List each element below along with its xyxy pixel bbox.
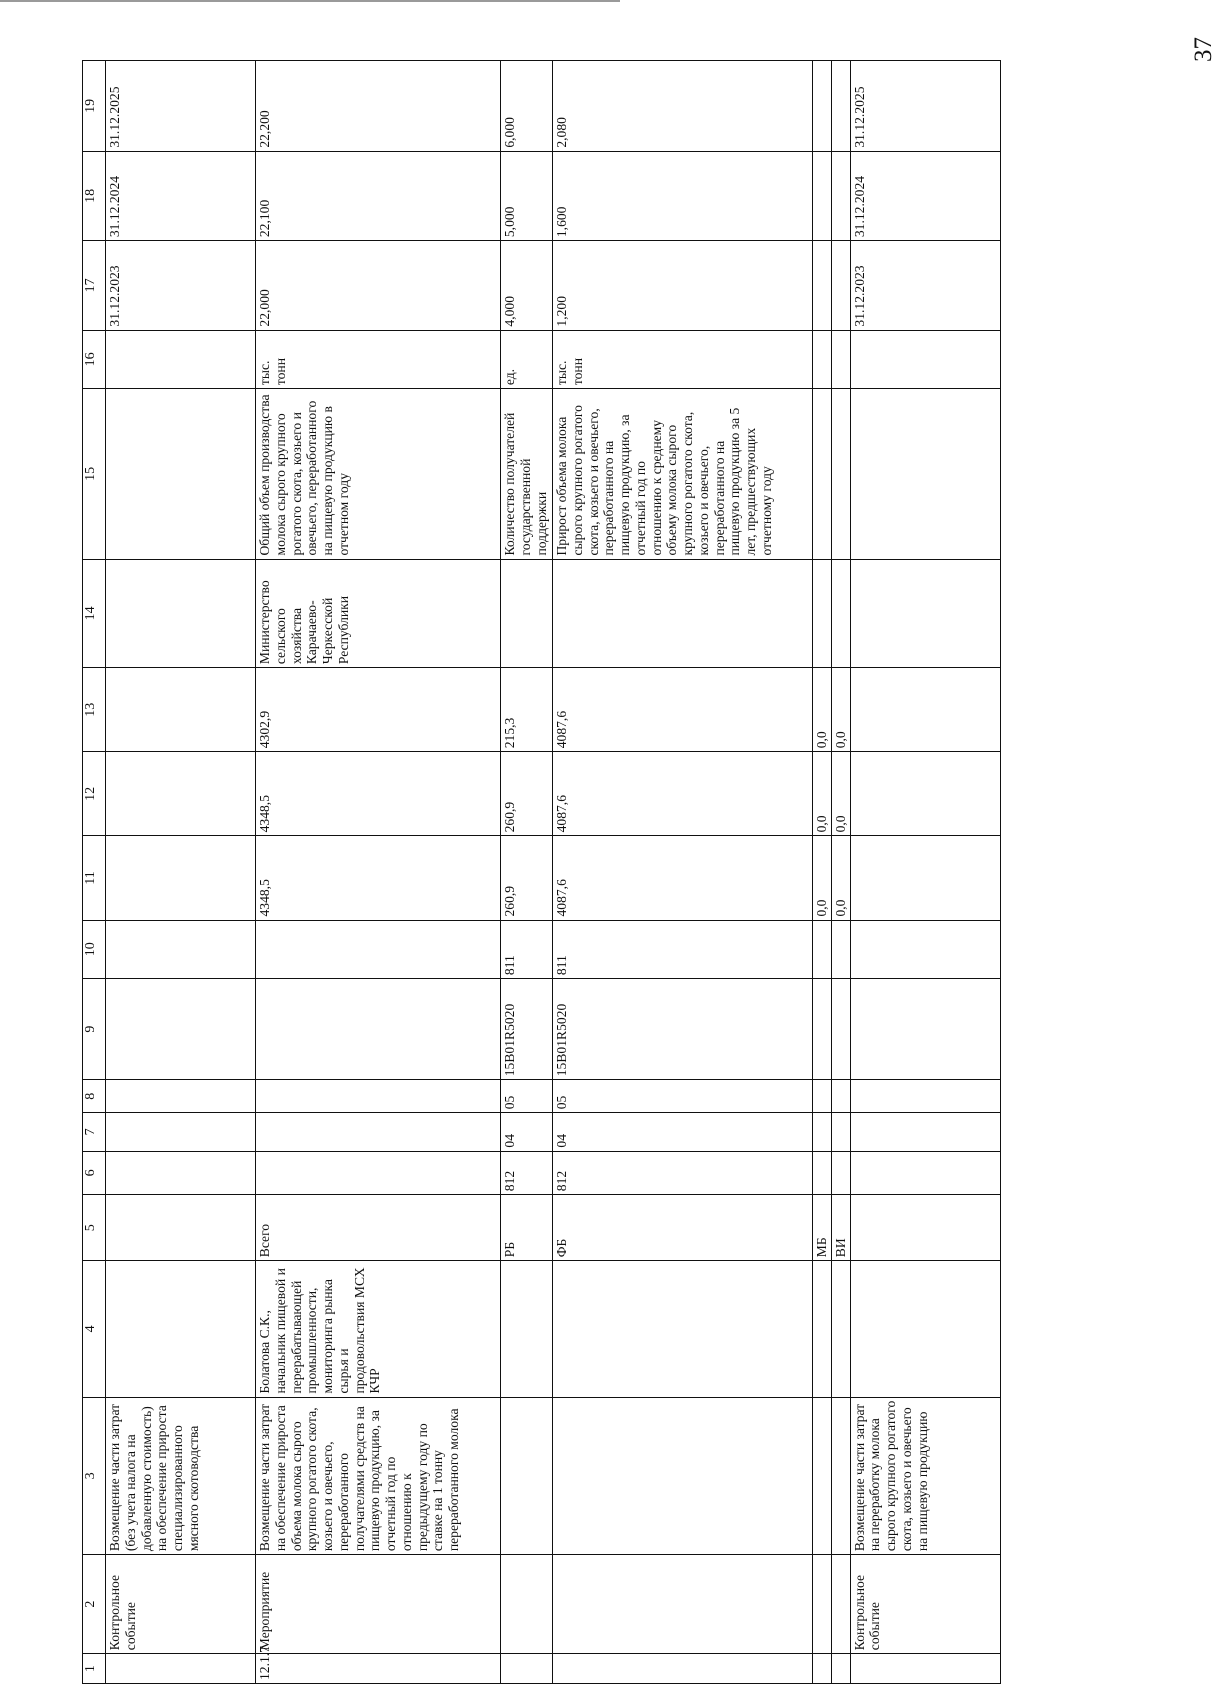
table-cell: [831, 1080, 850, 1113]
table-cell: 260,9: [501, 836, 553, 920]
table-row: [831, 61, 850, 1684]
table-cell: ВИ: [831, 1195, 850, 1261]
table-cell: 0,0: [831, 836, 850, 920]
column-header: 14: [83, 559, 106, 668]
column-header: 7: [83, 1113, 106, 1151]
scan-top-edge: [0, 0, 620, 2]
table-cell: 31.12.2025: [106, 61, 256, 152]
column-header: 6: [83, 1151, 106, 1195]
table-cell: [106, 389, 256, 559]
table-cell: 2,080: [553, 61, 813, 152]
table-cell: [813, 151, 832, 240]
table-cell: [106, 1113, 256, 1151]
table-cell: [553, 559, 813, 668]
table-cell: Контрольное событие: [850, 1555, 1000, 1654]
table-cell: Возмещение части затрат (без учета налога на добавленную стоимость) на обеспечение прироста специализированного мясного скотоводства: [106, 1397, 256, 1555]
table-cell: 4087,6: [553, 752, 813, 836]
table-cell: [553, 1261, 813, 1397]
table-cell: [813, 1151, 832, 1195]
table-row: [256, 61, 501, 1684]
table-cell: [850, 920, 1000, 979]
table-cell: Контрольное событие: [106, 1555, 256, 1654]
table-cell: [831, 151, 850, 240]
table-cell: [831, 1397, 850, 1555]
table-cell: [256, 1113, 501, 1151]
table-cell: 0,0: [831, 668, 850, 752]
table-cell: 4,000: [501, 241, 553, 330]
table-cell: [106, 1261, 256, 1397]
table-cell: 12.1.7: [256, 1654, 501, 1684]
column-header: 12: [83, 752, 106, 836]
column-header: 3: [83, 1397, 106, 1555]
column-header: 4: [83, 1261, 106, 1397]
table-cell: 15B01R5020: [501, 979, 553, 1080]
table-cell: [813, 1080, 832, 1113]
header-row: [83, 61, 106, 1684]
table-cell: [106, 1654, 256, 1684]
table-cell: 4348,5: [256, 836, 501, 920]
table-cell: [813, 1555, 832, 1654]
table-cell: [850, 1261, 1000, 1397]
column-header: 5: [83, 1195, 106, 1261]
table-cell: 0,0: [813, 752, 832, 836]
column-header: 15: [83, 389, 106, 559]
table-cell: [256, 979, 501, 1080]
table-cell: МБ: [813, 1195, 832, 1261]
table-cell: 0,0: [813, 668, 832, 752]
table-cell: 22,200: [256, 61, 501, 152]
table-cell: 812: [553, 1151, 813, 1195]
table-cell: [106, 979, 256, 1080]
table-cell: [106, 1151, 256, 1195]
table-cell: тыс. тонн: [256, 330, 501, 389]
table-cell: РБ: [501, 1195, 553, 1261]
table-cell: 04: [553, 1113, 813, 1151]
program-activities-table: [82, 60, 1001, 1684]
table-cell: [850, 1080, 1000, 1113]
table-cell: 1,600: [553, 151, 813, 240]
table-cell: 1,200: [553, 241, 813, 330]
rotated-table-container: [82, 60, 1172, 1684]
table-cell: [831, 389, 850, 559]
table-cell: [106, 330, 256, 389]
table-cell: [831, 61, 850, 152]
table-row: [850, 61, 1000, 1684]
table-cell: 04: [501, 1113, 553, 1151]
table-cell: [850, 330, 1000, 389]
table-body: [106, 61, 1001, 1684]
table-cell: 31.12.2024: [850, 151, 1000, 240]
table-cell: 0,0: [831, 752, 850, 836]
table-cell: [501, 1397, 553, 1555]
table-cell: [106, 752, 256, 836]
column-header: 17: [83, 241, 106, 330]
table-cell: [813, 61, 832, 152]
table-row: [553, 61, 813, 1684]
table-cell: [553, 1654, 813, 1684]
table-cell: Мероприятие: [256, 1555, 501, 1654]
table-cell: [850, 389, 1000, 559]
table-cell: [501, 559, 553, 668]
table-cell: [813, 241, 832, 330]
table-cell: [256, 920, 501, 979]
table-cell: Возмещение части затрат на переработку молока сырого крупного рогатого скота, козьего и овечьего на пищевую продукцию: [850, 1397, 1000, 1555]
table-cell: 31.12.2025: [850, 61, 1000, 152]
table-cell: 260,9: [501, 752, 553, 836]
table-cell: 31.12.2023: [850, 241, 1000, 330]
table-cell: [831, 1151, 850, 1195]
table-row: [813, 61, 832, 1684]
table-cell: 31.12.2023: [106, 241, 256, 330]
table-cell: 05: [553, 1080, 813, 1113]
table-row: [501, 61, 553, 1684]
table-cell: [501, 1654, 553, 1684]
table-cell: [850, 752, 1000, 836]
table-cell: [553, 1397, 813, 1555]
column-header: 19: [83, 61, 106, 152]
column-header: 13: [83, 668, 106, 752]
table-cell: [831, 1555, 850, 1654]
column-header: 18: [83, 151, 106, 240]
table-cell: [831, 1261, 850, 1397]
table-cell: 215,3: [501, 668, 553, 752]
table-cell: [850, 979, 1000, 1080]
table-cell: Всего: [256, 1195, 501, 1261]
table-cell: 4087,6: [553, 668, 813, 752]
table-cell: ФБ: [553, 1195, 813, 1261]
table-cell: 15B01R5020: [553, 979, 813, 1080]
table-cell: 4302,9: [256, 668, 501, 752]
column-header: 11: [83, 836, 106, 920]
table-cell: 4087,6: [553, 836, 813, 920]
table-cell: Министерство сельского хозяйства Карачаево-Черкесской Республики: [256, 559, 501, 668]
table-cell: 05: [501, 1080, 553, 1113]
table-cell: [831, 330, 850, 389]
table-cell: [813, 559, 832, 668]
table-cell: 4348,5: [256, 752, 501, 836]
table-cell: [813, 1113, 832, 1151]
table-cell: 811: [553, 920, 813, 979]
table-cell: [813, 389, 832, 559]
table-cell: [813, 330, 832, 389]
table-cell: ед.: [501, 330, 553, 389]
column-header: 8: [83, 1080, 106, 1113]
table-cell: [831, 1654, 850, 1684]
table-cell: Болатова С.К., начальник пищевой и перерабатывающей промышленности, мониторинга рынка сырья и продовольствия МСХ КЧР: [256, 1261, 501, 1397]
table-cell: 6,000: [501, 61, 553, 152]
table-cell: [256, 1151, 501, 1195]
table-cell: [850, 668, 1000, 752]
table-cell: [501, 1555, 553, 1654]
column-header: 16: [83, 330, 106, 389]
table-cell: [850, 1654, 1000, 1684]
table-cell: [813, 1654, 832, 1684]
table-cell: 811: [501, 920, 553, 979]
table-cell: [106, 1195, 256, 1261]
table-cell: тыс. тонн: [553, 330, 813, 389]
table-cell: Количество получателей государственной поддержки: [501, 389, 553, 559]
table-cell: [256, 1080, 501, 1113]
table-cell: [106, 836, 256, 920]
column-header: 1: [83, 1654, 106, 1684]
table-cell: [831, 241, 850, 330]
column-header: 10: [83, 920, 106, 979]
table-cell: Общий объем производства молока сырого крупного рогатого скота, козьего и овечьего, переработанного на пищевую продукцию в отчетном году: [256, 389, 501, 559]
page-number: 37: [1190, 37, 1217, 62]
table-cell: 5,000: [501, 151, 553, 240]
table-cell: [831, 1113, 850, 1151]
table-cell: [831, 979, 850, 1080]
table-cell: [813, 1261, 832, 1397]
table-cell: [106, 920, 256, 979]
table-cell: [831, 920, 850, 979]
column-header: 2: [83, 1555, 106, 1654]
table-cell: 0,0: [813, 836, 832, 920]
table-cell: [813, 1397, 832, 1555]
table-header: [83, 61, 106, 1684]
table-cell: [813, 920, 832, 979]
table-cell: Прирост объема молока сырого крупного рогатого скота, козьего и овечьего, переработанного на пищевую продукцию, за отчетный год по отношению к среднему объему молока сырого крупного рогатого скота, козьего и овечьего, переработанного на пищевую продукцию за 5 лет, предшествующих отчетному году: [553, 389, 813, 559]
table-cell: 31.12.2024: [106, 151, 256, 240]
table-cell: [850, 1195, 1000, 1261]
table-cell: Возмещение части затрат на обеспечение прироста объема молока сырого крупного рогатого скота, козьего и овечьего, переработанного получателями средств на пищевую продукцию, за отчетный год по отношению к предыдущему году по ставке на 1 тонну переработанного молока: [256, 1397, 501, 1555]
table-cell: [106, 559, 256, 668]
table-cell: [106, 668, 256, 752]
table-cell: 22,000: [256, 241, 501, 330]
table-cell: 22,100: [256, 151, 501, 240]
table-cell: [553, 1555, 813, 1654]
table-cell: [850, 559, 1000, 668]
table-cell: [501, 1261, 553, 1397]
table-cell: 812: [501, 1151, 553, 1195]
table-cell: [850, 836, 1000, 920]
table-cell: [831, 559, 850, 668]
table-cell: [813, 979, 832, 1080]
table-row: [106, 61, 256, 1684]
table-cell: [106, 1080, 256, 1113]
table-cell: [850, 1113, 1000, 1151]
table-cell: [850, 1151, 1000, 1195]
column-header: 9: [83, 979, 106, 1080]
